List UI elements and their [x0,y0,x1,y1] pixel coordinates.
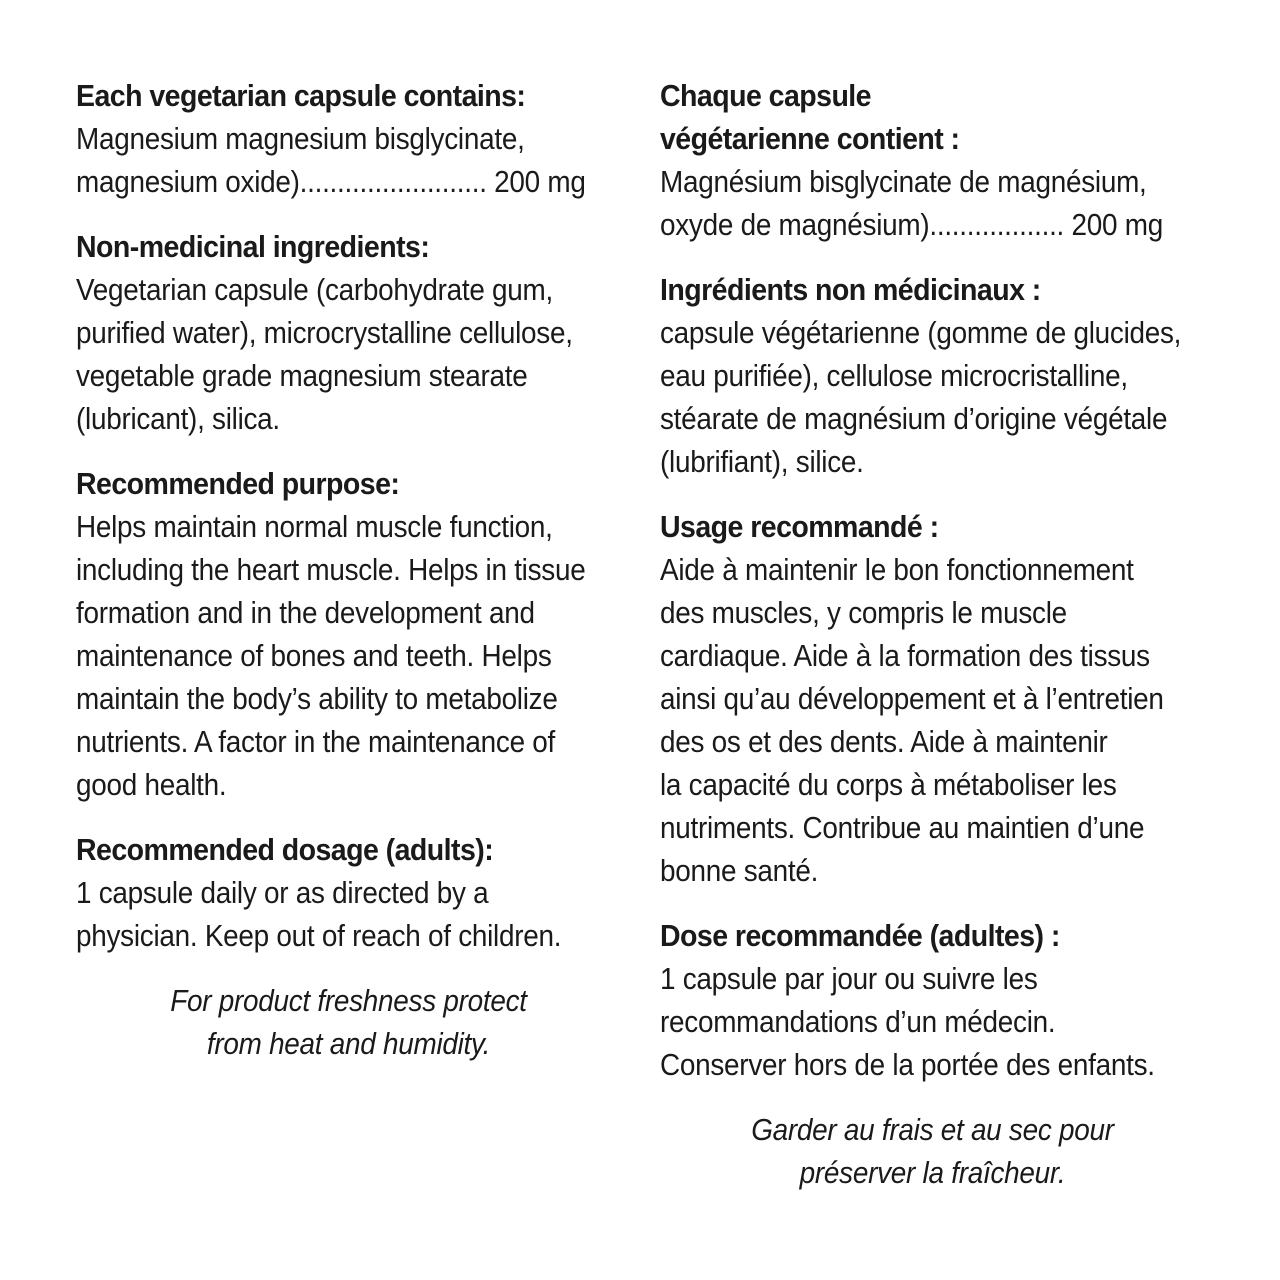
en-dosage-line: physician. Keep out of reach of children. [76,918,562,953]
fr-usage-line: des os et des dents. Aide à maintenir [660,724,1108,759]
en-note-line: For product freshness protect [170,983,527,1018]
en-ingredients-line: (lubricant), silica. [76,401,280,436]
fr-usage-line: la capacité du corps à métaboliser les [660,767,1117,802]
en-purpose-line: maintenance of bones and teeth. Helps [76,638,552,673]
en-contents-heading: Each vegetarian capsule contains: [76,78,526,113]
en-note-line: from heat and humidity. [206,1026,491,1061]
fr-usage-line: bonne santé. [660,853,819,888]
en-purpose-line: nutrients. A factor in the maintenance of [76,724,556,759]
en-purpose-line: including the heart muscle. Helps in tissue [76,552,586,587]
en-contents-line: Magnesium magnesium bisglycinate, [76,121,525,156]
en-contents-line: magnesium oxide)......................... 200 mg [76,164,586,199]
en-purpose-line: formation and in the development and [76,595,535,630]
en-ingredients-line: purified water), microcrystalline cellulose, [76,315,573,350]
fr-usage-line: Aide à maintenir le bon fonctionnement [660,552,1134,587]
fr-contents-heading: Chaque capsule [660,78,871,113]
fr-ingredients-line: stéarate de magnésium d’origine végétale [660,401,1168,436]
fr-contents-line: oxyde de magnésium).................. 200 mg [660,207,1163,242]
en-purpose-section [76,462,636,806]
fr-usage-line: ainsi qu’au développement et à l’entretien [660,681,1164,716]
fr-ingredients-heading: Ingrédients non médicinaux : [660,272,1041,307]
en-dosage-heading: Recommended dosage (adults): [76,832,494,867]
fr-note-line: préserver la fraîcheur. [799,1155,1066,1190]
fr-dose-line: recommandations d’un médecin. [660,1004,1056,1039]
fr-ingredients-line: capsule végétarienne (gomme de glucides, [660,315,1182,350]
fr-dose-heading: Dose recommandée (adultes) : [660,918,1060,953]
en-ingredients-section [76,225,636,440]
fr-usage-heading: Usage recommandé : [660,509,939,544]
en-contents-section [76,74,636,203]
fr-usage-section [660,505,1240,892]
en-ingredients-heading: Non-medicinal ingredients: [76,229,430,264]
en-ingredients-line: Vegetarian capsule (carbohydrate gum, [76,272,554,307]
en-purpose-line: Helps maintain normal muscle function, [76,509,553,544]
fr-contents-section [660,74,1240,246]
fr-storage-note [660,1108,1205,1194]
en-purpose-line: maintain the body’s ability to metabolize [76,681,558,716]
fr-dose-section [660,914,1240,1086]
en-dosage-section [76,828,636,957]
en-storage-note [76,979,621,1065]
fr-ingredients-line: eau purifiée), cellulose microcristalline, [660,358,1128,393]
fr-usage-line: cardiaque. Aide à la formation des tissus [660,638,1150,673]
french-column [660,74,1240,1194]
fr-note-line: Garder au frais et au sec pour [751,1112,1114,1147]
fr-contents-line: Magnésium bisglycinate de magnésium, [660,164,1147,199]
fr-ingredients-line: (lubrifiant), silice. [660,444,864,479]
fr-ingredients-section [660,268,1240,483]
en-ingredients-line: vegetable grade magnesium stearate [76,358,528,393]
en-purpose-line: good health. [76,767,227,802]
fr-usage-line: des muscles, y compris le muscle [660,595,1067,630]
fr-usage-line: nutriments. Contribue au maintien d’une [660,810,1145,845]
fr-contents-heading-2: végétarienne contient : [660,121,960,156]
fr-dose-line: 1 capsule par jour ou suivre les [660,961,1038,996]
fr-dose-line: Conserver hors de la portée des enfants. [660,1047,1155,1082]
english-column [76,74,636,1065]
en-purpose-heading: Recommended purpose: [76,466,400,501]
en-dosage-line: 1 capsule daily or as directed by a [76,875,489,910]
